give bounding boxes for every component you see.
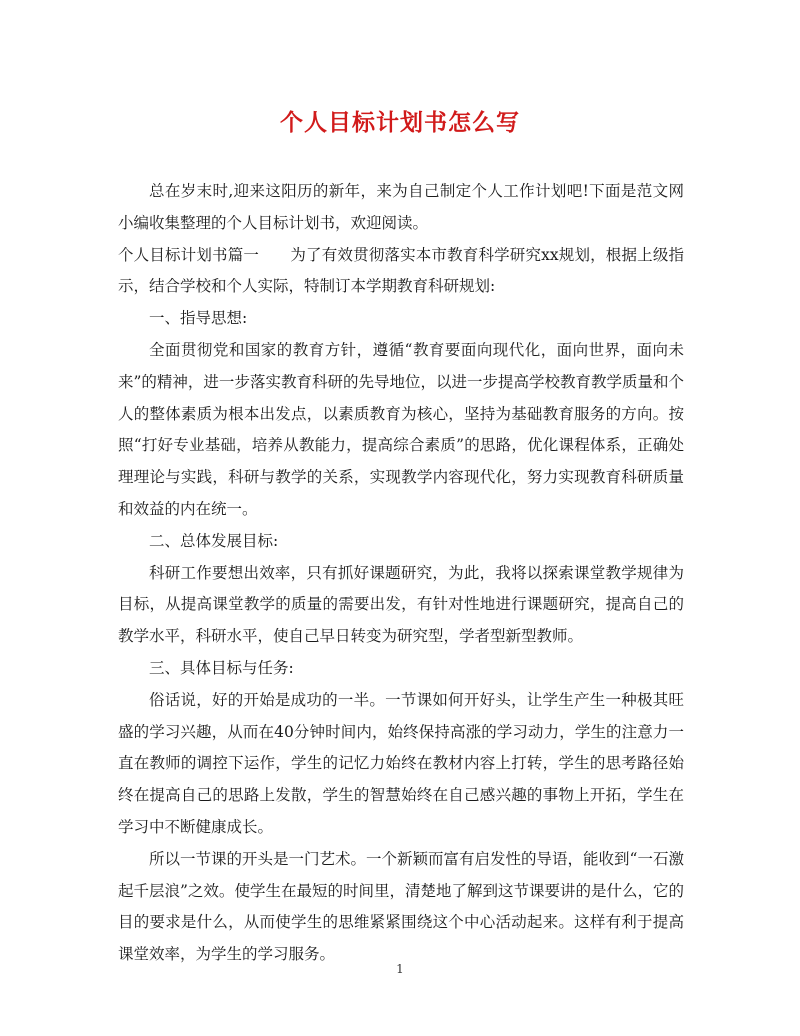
heading-overall-goals: 二、总体发展目标: [149, 531, 279, 550]
page-number: 1 [396, 962, 404, 976]
paragraph-guiding-ideology: 全面贯彻党和国家的教育方针，遵循“教育要面向现代化，面向世界，面向未来”的精神，进一步落实教育科研的先导地位，以进一步提高学校教育教学质量和个人的整体素质为根本出发点，以素质教育为核心，坚持为基础教育服务的方向。按照“打好专业基础，培养从教能力，提高综合素质”的思路，优化课程体系，正确处理理论与实践，科研与教学的关系，实现教学内容现代化，努力实现教育科研质量和效益的内在统一。 [118, 340, 684, 518]
page-title: 个人目标计划书怎么写 [280, 109, 520, 136]
paragraph-intro: 总在岁末时,迎来这阳历的新年，来为自己制定个人工作计划吧!下面是范文网小编收集整理的个人目标计划书，欢迎阅读。 [118, 182, 684, 232]
document-body [118, 176, 684, 971]
heading-specific-goals: 三、具体目标与任务: [149, 658, 294, 677]
paragraph-specific-goals: 俗话说，好的开始是成功的一半。一节课如何开好头，让学生产生一种极其旺盛的学习兴趣，从而在40分钟时间内，始终保持高涨的学习动力，学生的注意力一直在教师的调控下运作，学生的记忆力始终在教材内容上打转，学生的思考路径始终在提高自己的思路上发散，学生的智慧始终在自己感兴趣的事物上开拓，学生在学习中不断健康成长。 [118, 690, 684, 836]
heading-guiding-ideology: 一、指导思想: [149, 309, 248, 328]
paragraph-section-one-lead: 个人目标计划书篇一 为了有效贯彻落实本市教育科学研究xx规划，根据上级指示，结合学校和个人实际，特制订本学期教育科研规划: [118, 245, 684, 296]
paragraph-overall-goals: 科研工作要想出效率，只有抓好课题研究，为此，我将以探索课堂教学规律为目标，从提高课堂教学的质量的需要出发，有针对性地进行课题研究，提高自己的教学水平，科研水平，使自己早日转变为研究型，学者型新型教师。 [118, 563, 684, 646]
paragraph-lesson-opening: 所以一节课的开头是一门艺术。一个新颖而富有启发性的导语，能收到“一石激起千层浪”之效。使学生在最短的时间里，清楚地了解到这节课要讲的是什么，它的目的要求是什么，从而使学生的思维紧紧围绕这个中心活动起来。这样有利于提高课堂效率，为学生的学习服务。 [118, 849, 684, 964]
